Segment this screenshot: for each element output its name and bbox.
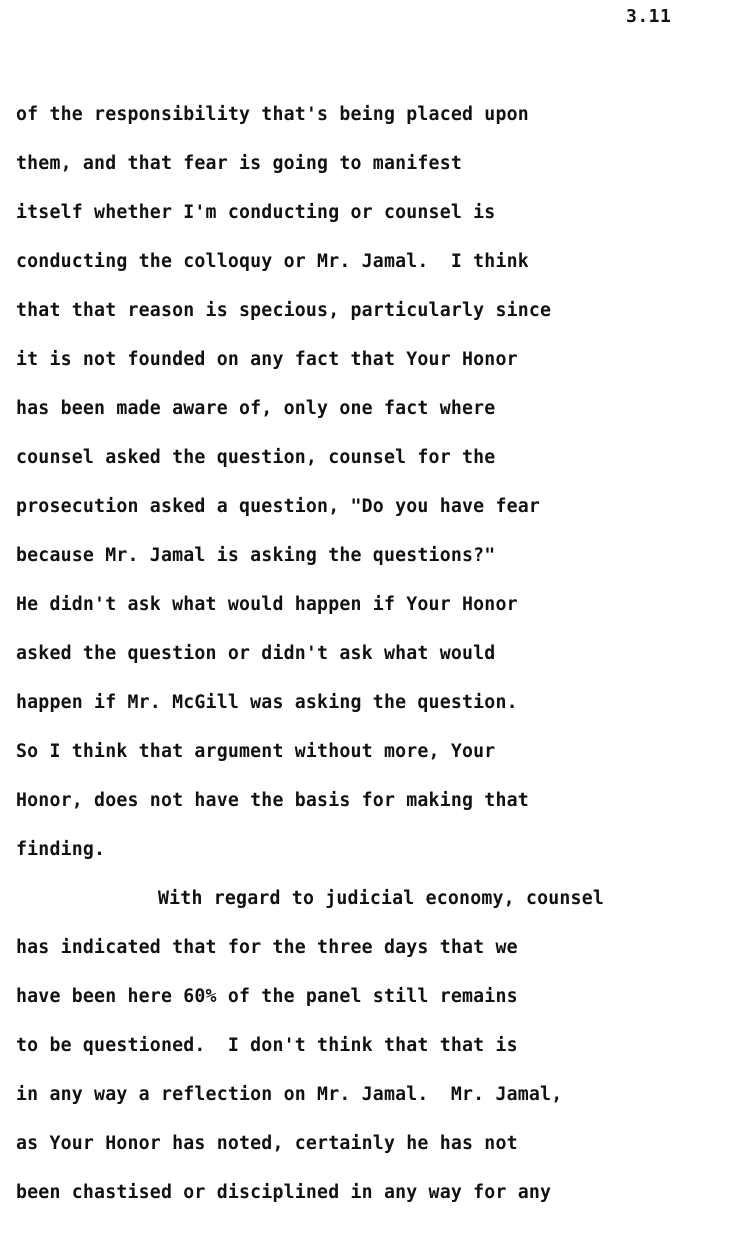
transcript-line: to be questioned. I don't think that that is [16, 1035, 518, 1056]
page-number: 3.11 [626, 6, 672, 27]
transcript-line: finding. [16, 839, 106, 860]
transcript-line: conducting the colloquy or Mr. Jamal. I think [16, 251, 529, 272]
transcript-body [16, 100, 752, 1227]
transcript-line: have been here 60% of the panel still remains [16, 986, 518, 1007]
transcript-line: He didn't ask what would happen if Your Honor [16, 594, 518, 615]
transcript-line: them, and that fear is going to manifest [16, 153, 462, 174]
transcript-line-paragraph-start: With regard to judicial economy, counsel [158, 888, 604, 909]
transcript-line: in any way a reflection on Mr. Jamal. Mr. Jamal, [16, 1084, 563, 1105]
transcript-line: prosecution asked a question, "Do you have fear [16, 496, 541, 517]
transcript-line: has been made aware of, only one fact where [16, 398, 496, 419]
transcript-line: counsel asked the question, counsel for the [16, 447, 496, 468]
transcript-line: itself whether I'm conducting or counsel is [16, 202, 496, 223]
transcript-line: has indicated that for the three days that we [16, 937, 518, 958]
transcript-line: of the responsibility that's being placed upon [16, 104, 529, 125]
transcript-line: been chastised or disciplined in any way for any [16, 1182, 552, 1203]
transcript-line: happen if Mr. McGill was asking the question. [16, 692, 518, 713]
transcript-line: asked the question or didn't ask what would [16, 643, 496, 664]
transcript-line: because Mr. Jamal is asking the questions?" [16, 545, 496, 566]
transcript-line: Honor, does not have the basis for making that [16, 790, 529, 811]
transcript-line: as Your Honor has noted, certainly he has not [16, 1133, 518, 1154]
transcript-line: that that reason is specious, particularly since [16, 300, 552, 321]
transcript-line: So I think that argument without more, Your [16, 741, 496, 762]
transcript-line: it is not founded on any fact that Your Honor [16, 349, 518, 370]
